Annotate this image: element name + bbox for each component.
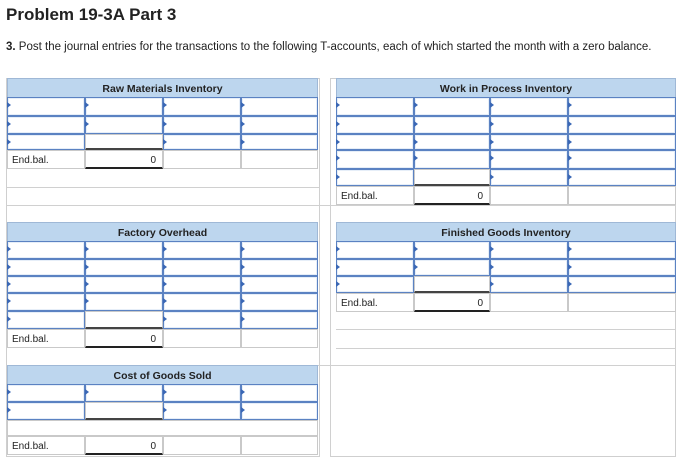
fo-debit-desc-5[interactable] xyxy=(7,311,85,329)
wip-credit-desc-4[interactable] xyxy=(568,150,676,169)
fo-credit-amt-1[interactable] xyxy=(163,241,241,259)
wip-debit-desc-4[interactable] xyxy=(336,150,414,169)
instruction-body: Post the journal entries for the transactions to the following T-accounts, each of which started the month with a zero balance. xyxy=(15,41,652,53)
wip-credit-desc-2[interactable] xyxy=(568,116,676,134)
fo-debit-desc-2[interactable] xyxy=(7,259,85,276)
fo-debit-desc-4[interactable] xyxy=(7,293,85,311)
wip-debit-amt-3[interactable] xyxy=(414,134,490,150)
fg-credit-desc-2[interactable] xyxy=(568,259,676,276)
raw-materials-header: Raw Materials Inventory xyxy=(7,78,318,98)
cogs-blank-row xyxy=(7,420,318,436)
fo-credit-amt-2[interactable] xyxy=(163,259,241,276)
wip-debit-amt-5 xyxy=(414,169,490,186)
cogs-header: Cost of Goods Sold xyxy=(7,365,318,385)
rm-credit-amt-3[interactable] xyxy=(163,134,241,150)
fg-debit-desc-2[interactable] xyxy=(336,259,414,276)
finished-goods-header: Finished Goods Inventory xyxy=(336,222,676,242)
wip-end-credit-blank xyxy=(490,186,568,205)
factory-overhead-header: Factory Overhead xyxy=(7,222,318,242)
fo-credit-amt-4[interactable] xyxy=(163,293,241,311)
fo-credit-desc-4[interactable] xyxy=(241,293,318,311)
fo-debit-amt-2[interactable] xyxy=(85,259,163,276)
rm-credit-desc-3[interactable] xyxy=(241,134,318,150)
cogs-end-credit-blank xyxy=(163,436,241,455)
wip-debit-amt-2[interactable] xyxy=(414,116,490,134)
rm-debit-amt-3 xyxy=(85,134,163,150)
grid-line xyxy=(6,187,319,188)
wip-credit-desc-1[interactable] xyxy=(568,97,676,116)
rm-debit-amt-2[interactable] xyxy=(85,116,163,134)
fo-credit-desc-3[interactable] xyxy=(241,276,318,293)
fg-credit-amt-1[interactable] xyxy=(490,241,568,259)
grid-line xyxy=(6,205,676,206)
rm-credit-amt-1[interactable] xyxy=(163,97,241,116)
wip-credit-amt-4[interactable] xyxy=(490,150,568,169)
fg-credit-amt-3[interactable] xyxy=(490,276,568,293)
rm-credit-desc-2[interactable] xyxy=(241,116,318,134)
wip-end-bal-label: End.bal. xyxy=(336,186,414,205)
wip-debit-amt-4[interactable] xyxy=(414,150,490,169)
fo-debit-amt-3[interactable] xyxy=(85,276,163,293)
wip-header: Work in Process Inventory xyxy=(336,78,676,98)
cogs-credit-desc-2[interactable] xyxy=(241,402,318,420)
wip-credit-amt-5[interactable] xyxy=(490,169,568,186)
fg-credit-desc-3[interactable] xyxy=(568,276,676,293)
page-title: Problem 19-3A Part 3 xyxy=(6,5,177,24)
cogs-end-credit-desc-blank xyxy=(241,436,318,455)
fo-debit-amt-5 xyxy=(85,311,163,329)
fg-end-bal-label: End.bal. xyxy=(336,293,414,312)
rm-debit-desc-3[interactable] xyxy=(7,134,85,150)
cogs-debit-desc-1[interactable] xyxy=(7,384,85,402)
wip-debit-desc-2[interactable] xyxy=(336,116,414,134)
cogs-debit-amt-1[interactable] xyxy=(85,384,163,402)
rm-end-credit-desc-blank xyxy=(241,150,318,169)
instruction-number: 3. xyxy=(6,41,16,53)
fg-end-credit-blank xyxy=(490,293,568,312)
fo-debit-desc-3[interactable] xyxy=(7,276,85,293)
fg-debit-amt-1[interactable] xyxy=(414,241,490,259)
wip-credit-amt-3[interactable] xyxy=(490,134,568,150)
fo-credit-desc-5[interactable] xyxy=(241,311,318,329)
fg-credit-desc-1[interactable] xyxy=(568,241,676,259)
cogs-credit-desc-1[interactable] xyxy=(241,384,318,402)
cogs-credit-amt-2[interactable] xyxy=(163,402,241,420)
fg-debit-amt-2[interactable] xyxy=(414,259,490,276)
rm-debit-amt-1[interactable] xyxy=(85,97,163,116)
wip-credit-amt-2[interactable] xyxy=(490,116,568,134)
wip-debit-desc-1[interactable] xyxy=(336,97,414,116)
instruction-text xyxy=(6,41,651,53)
grid-line xyxy=(336,348,676,349)
wip-credit-desc-3[interactable] xyxy=(568,134,676,150)
fo-credit-desc-2[interactable] xyxy=(241,259,318,276)
fg-debit-desc-3[interactable] xyxy=(336,276,414,293)
grid-line xyxy=(336,329,676,330)
wip-credit-desc-5[interactable] xyxy=(568,169,676,186)
fg-credit-amt-2[interactable] xyxy=(490,259,568,276)
wip-end-bal-value: 0 xyxy=(414,186,490,205)
fo-credit-amt-5[interactable] xyxy=(163,311,241,329)
fo-end-bal-label: End.bal. xyxy=(7,329,85,348)
rm-credit-amt-2[interactable] xyxy=(163,116,241,134)
wip-debit-amt-1[interactable] xyxy=(414,97,490,116)
fg-end-bal-value: 0 xyxy=(414,293,490,312)
wip-end-credit-desc-blank xyxy=(568,186,676,205)
fo-debit-desc-1[interactable] xyxy=(7,241,85,259)
column-separator xyxy=(319,78,331,457)
fo-debit-amt-1[interactable] xyxy=(85,241,163,259)
fo-end-credit-blank xyxy=(163,329,241,348)
cogs-debit-desc-2[interactable] xyxy=(7,402,85,420)
rm-debit-desc-1[interactable] xyxy=(7,97,85,116)
cogs-end-bal-label: End.bal. xyxy=(7,436,85,455)
fg-debit-amt-3 xyxy=(414,276,490,293)
fo-end-bal-value: 0 xyxy=(85,329,163,348)
rm-end-bal-label: End.bal. xyxy=(7,150,85,169)
rm-end-credit-blank xyxy=(163,150,241,169)
cogs-debit-amt-2 xyxy=(85,402,163,420)
fg-end-credit-desc-blank xyxy=(568,293,676,312)
fo-credit-desc-1[interactable] xyxy=(241,241,318,259)
rm-end-bal-value: 0 xyxy=(85,150,163,169)
rm-debit-desc-2[interactable] xyxy=(7,116,85,134)
rm-credit-desc-1[interactable] xyxy=(241,97,318,116)
wip-credit-amt-1[interactable] xyxy=(490,97,568,116)
fo-credit-amt-3[interactable] xyxy=(163,276,241,293)
wip-debit-desc-5[interactable] xyxy=(336,169,414,186)
fg-debit-desc-1[interactable] xyxy=(336,241,414,259)
cogs-credit-amt-1[interactable] xyxy=(163,384,241,402)
cogs-end-bal-value: 0 xyxy=(85,436,163,455)
wip-debit-desc-3[interactable] xyxy=(336,134,414,150)
fo-end-credit-desc-blank xyxy=(241,329,318,348)
fo-debit-amt-4[interactable] xyxy=(85,293,163,311)
